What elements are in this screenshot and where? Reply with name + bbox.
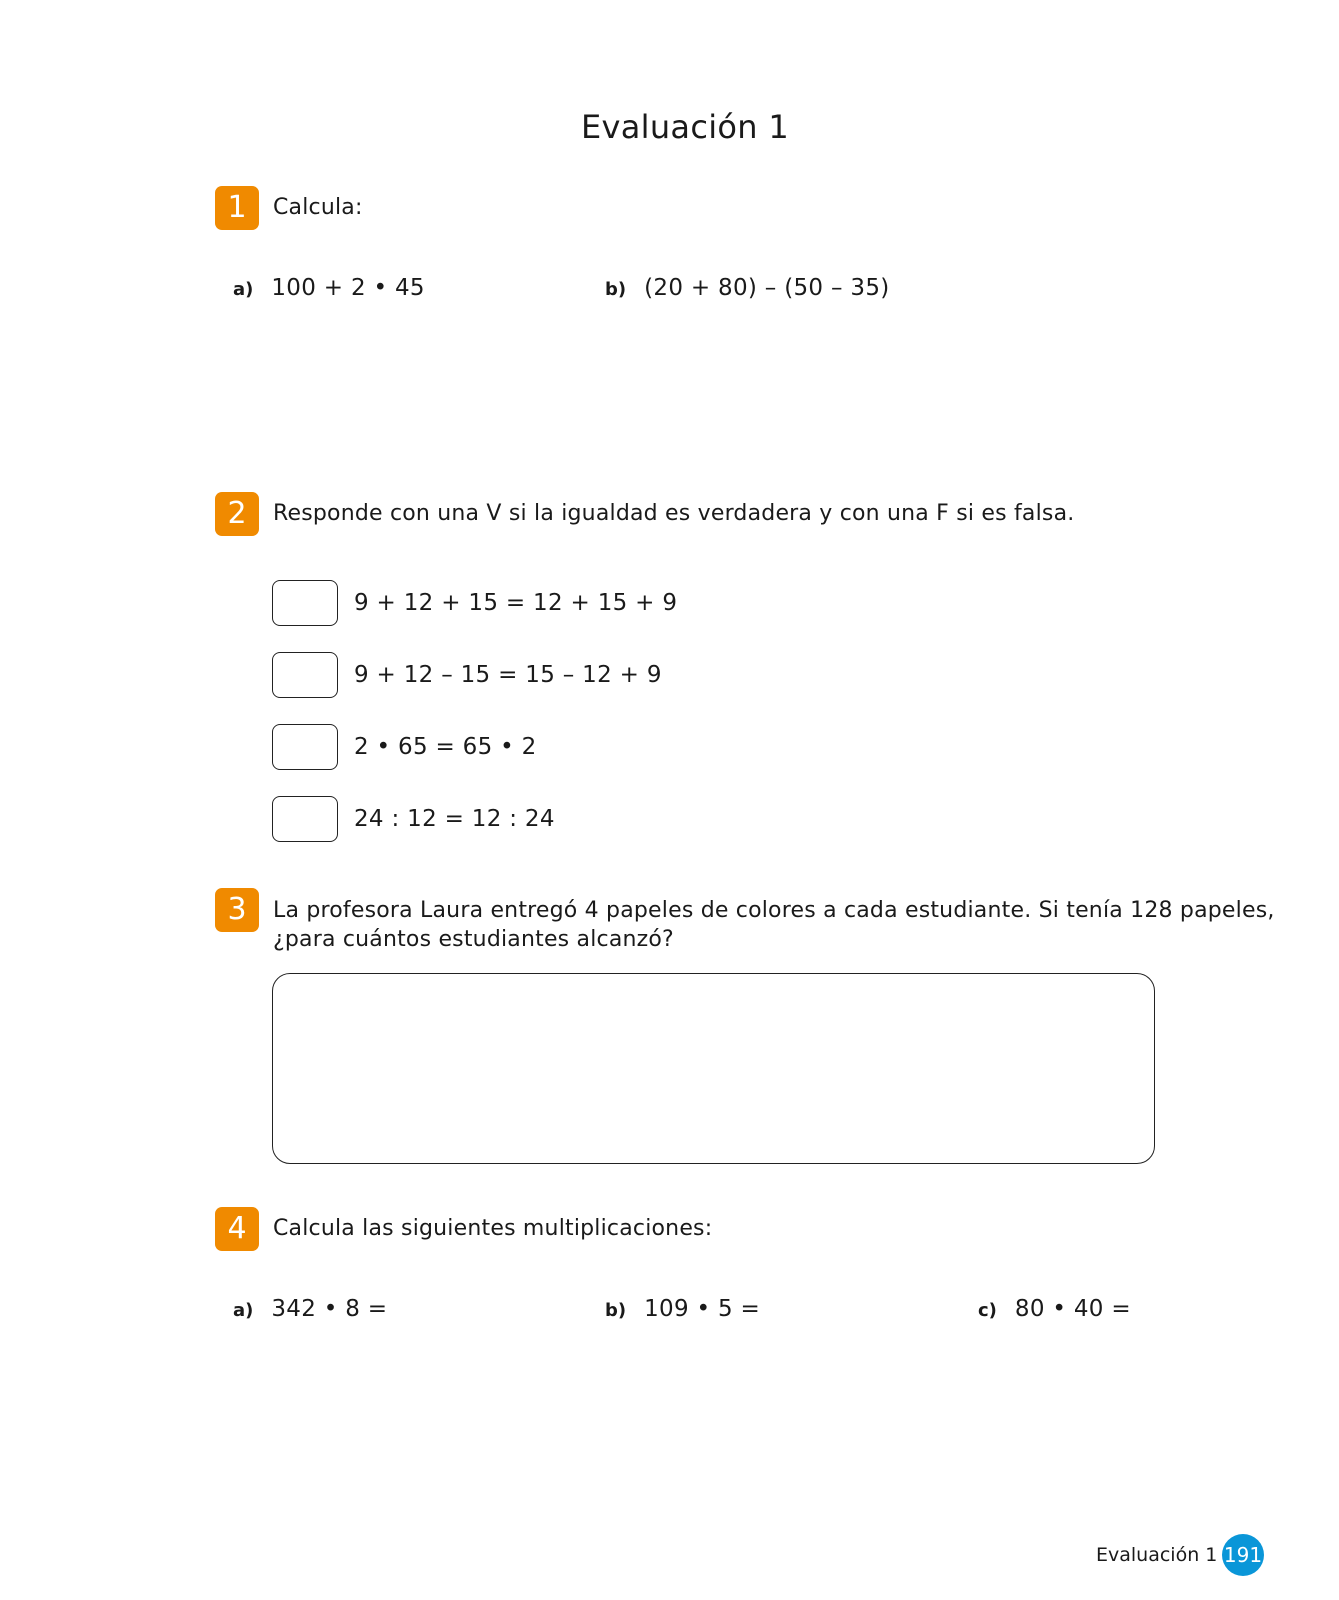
- question-3-text: [273, 896, 1275, 954]
- question-1-text: Calcula:: [273, 195, 363, 220]
- item-label: b): [605, 279, 627, 300]
- answer-checkbox[interactable]: [272, 796, 338, 842]
- question-2-text: Responde con una V si la igualdad es verdadera y con una F si es falsa.: [273, 501, 1075, 526]
- question-3-text-line-1: La profesora Laura entregó 4 papeles de colores a cada estudiante. Si tenía 128 papeles,: [273, 898, 1275, 923]
- item-expression: (20 + 80) – (50 – 35): [644, 275, 890, 301]
- question-4-text: Calcula las siguientes multiplicaciones:: [273, 1216, 713, 1241]
- question-2-number: 2: [215, 492, 259, 536]
- true-false-row: [272, 650, 662, 700]
- answer-checkbox[interactable]: [272, 652, 338, 698]
- question-1-item-a: [233, 275, 425, 301]
- question-4-item-c: [978, 1296, 1131, 1322]
- equality-expression: 9 + 12 + 15 = 12 + 15 + 9: [354, 590, 678, 616]
- question-4-item-b: [605, 1296, 760, 1322]
- question-3-number: 3: [215, 888, 259, 932]
- question-3-text-line-2: ¿para cuántos estudiantes alcanzó?: [273, 927, 674, 952]
- true-false-row: [272, 794, 555, 844]
- item-label: a): [233, 279, 254, 300]
- true-false-row: [272, 578, 677, 628]
- item-expression: 109 • 5 =: [644, 1296, 761, 1322]
- question-1-item-b: [605, 275, 890, 301]
- equality-expression: 24 : 12 = 12 : 24: [354, 806, 555, 832]
- question-4-number: 4: [215, 1207, 259, 1251]
- page-title: Evaluación 1: [580, 108, 790, 146]
- footer-section-label: Evaluación 1: [1096, 1544, 1218, 1566]
- equality-expression: 9 + 12 – 15 = 15 – 12 + 9: [354, 662, 662, 688]
- item-label: b): [605, 1300, 627, 1321]
- question-4-item-a: [233, 1296, 387, 1322]
- answer-checkbox[interactable]: [272, 724, 338, 770]
- answer-checkbox[interactable]: [272, 580, 338, 626]
- answer-box[interactable]: [272, 973, 1155, 1164]
- true-false-row: [272, 722, 537, 772]
- item-expression: 80 • 40 =: [1014, 1296, 1131, 1322]
- item-expression: 342 • 8 =: [271, 1296, 388, 1322]
- equality-expression: 2 • 65 = 65 • 2: [354, 734, 537, 760]
- item-label: c): [978, 1300, 997, 1321]
- question-1-number: 1: [215, 186, 259, 230]
- item-label: a): [233, 1300, 254, 1321]
- page-number-badge: 191: [1222, 1534, 1264, 1576]
- item-expression: 100 + 2 • 45: [271, 275, 425, 301]
